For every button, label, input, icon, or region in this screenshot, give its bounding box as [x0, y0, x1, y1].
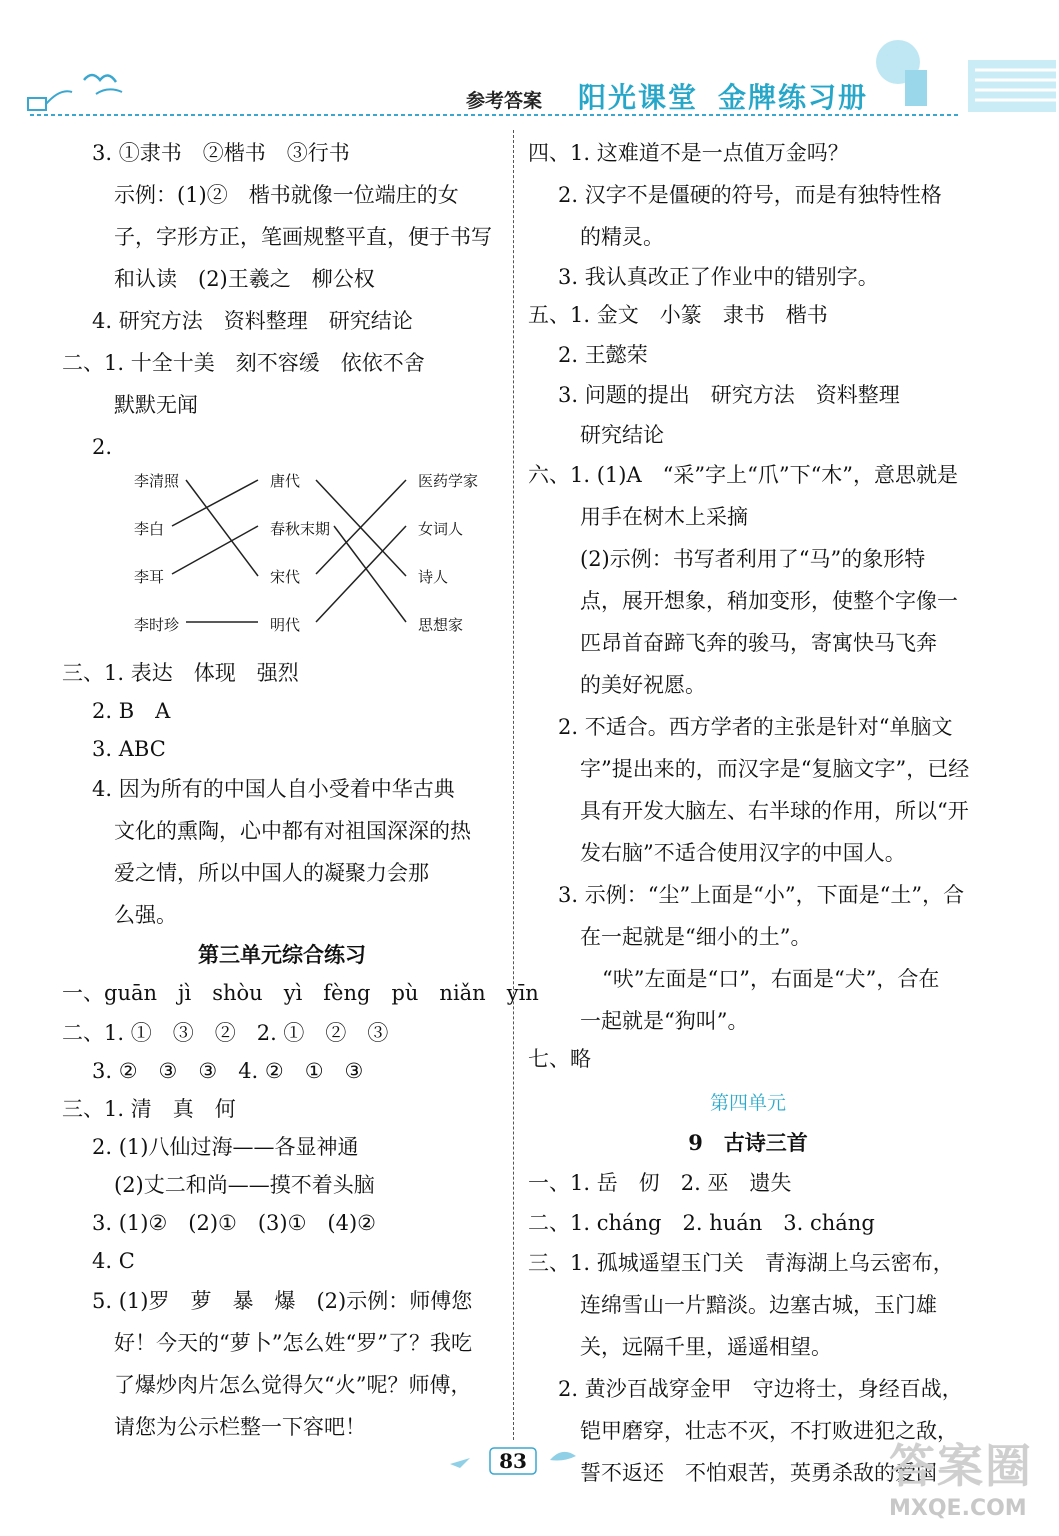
match-line: [172, 526, 258, 574]
match-line: [334, 526, 406, 622]
answer-line: 么强。: [114, 903, 177, 927]
answer-line: 5. (1)罗 萝 暴 爆 (2)示例：师傅您: [92, 1289, 473, 1313]
unit3-title: 第三单元综合练习: [198, 942, 366, 967]
answer-line: 一、guān jì shòu yì fèng pù niǎn yīn: [62, 981, 539, 1005]
person-label: 李时珍: [134, 616, 180, 634]
answer-line: 三、1. 表达 体现 强烈: [62, 661, 299, 685]
footer-bird-icon: [550, 1452, 576, 1461]
watermark-sub: MXQE.COM: [889, 1496, 1027, 1521]
header-label: 参考答案: [466, 90, 543, 112]
answer-line: 和认读 (2)王羲之 柳公权: [114, 267, 375, 291]
footer-leaf-icon: [450, 1458, 470, 1468]
answer-line: 3. 我认真改正了作业中的错别字。: [558, 265, 879, 289]
answer-line: 2. (1)八仙过海——各显神通: [92, 1135, 359, 1159]
role-label: 思想家: [418, 616, 464, 634]
answer-line: 2. 王懿荣: [558, 343, 648, 367]
header-tower-icon: [905, 70, 927, 106]
answer-line: 用手在树木上采摘: [580, 505, 748, 529]
answer-line: (2)示例：书写者利用了“马”的象形特: [580, 547, 926, 571]
answer-line: 三、1. 孤城遥望玉门关 青海湖上乌云密布，: [528, 1251, 954, 1275]
answer-line: 好！今天的“萝卜”怎么姓“罗”了？我吃: [114, 1331, 472, 1355]
answer-line: 子，字形方正，笔画规整平直，便于书写: [114, 225, 492, 249]
answer-line: 连绵雪山一片黯淡。边塞古城，玉门雄: [580, 1293, 937, 1317]
person-label: 李清照: [134, 472, 180, 490]
answer-line: “吠”左面是“口”，右面是“犬”，合在: [602, 967, 940, 991]
answer-line: 3. ①隶书 ②楷书 ③行书: [92, 141, 350, 165]
answer-line: (2)丈二和尚——摸不着头脑: [114, 1173, 375, 1197]
answer-line: 一、1. 岳 仞 2. 巫 遗失: [528, 1171, 792, 1195]
answer-line: 3. ② ③ ③ 4. ② ① ③: [92, 1059, 364, 1083]
answer-line: 3. ABC: [92, 737, 166, 761]
page-number: 83: [499, 1449, 527, 1473]
answer-line: 匹昂首奋蹄飞奔的骏马，寄寓快马飞奔: [580, 631, 937, 655]
role-label: 女词人: [418, 520, 464, 538]
answer-line: 关，远隔千里，遥遥相望。: [580, 1335, 832, 1359]
person-label: 李白: [134, 520, 165, 538]
answer-line: 文化的熏陶，心中都有对祖国深深的热: [114, 819, 471, 843]
header-brand-a: 阳光课堂: [578, 81, 699, 114]
role-label: 医药学家: [418, 472, 479, 490]
watermark-main: 答案圈: [889, 1439, 1033, 1493]
answer-line: 发右脑”不适合使用汉字的中国人。: [580, 841, 906, 865]
column-divider: [513, 130, 514, 1440]
answer-line: 默默无闻: [114, 393, 198, 417]
answer-line: 字”提出来的，而汉字是“复脑文字”，已经: [580, 757, 970, 781]
answer-line: 点，展开想象，稍加变形，使整个字像一: [580, 589, 958, 613]
person-label: 李耳: [134, 568, 165, 586]
era-label: 春秋末期: [270, 520, 331, 538]
answer-line: 3. 问题的提出 研究方法 资料整理: [558, 383, 900, 407]
lesson-title: 9 古诗三首: [688, 1130, 808, 1155]
answer-line: 2. 不适合。西方学者的主张是针对“单脑文: [558, 715, 953, 739]
era-label: 宋代: [270, 568, 301, 586]
answer-line: 具有开发大脑左、右半球的作用，所以“开: [580, 799, 969, 823]
answer-line: 3. 示例：“尘”上面是“小”，下面是“土”，合: [558, 883, 965, 907]
answer-line: 4. C: [92, 1249, 135, 1273]
answer-line: 六、1. (1)A “采”字上“爪”下“木”，意思就是: [528, 463, 959, 487]
answer-line: 2. 汉字不是僵硬的符号，而是有独特性格: [558, 183, 942, 207]
answer-line: 二、1. ① ③ ② 2. ① ② ③: [62, 1021, 389, 1045]
answer-line: 2.: [92, 435, 113, 459]
era-label: 唐代: [270, 472, 301, 490]
answer-line: 2. 黄沙百战穿金甲 守边将士，身经百战，: [558, 1377, 963, 1401]
answer-line: 了爆炒肉片怎么觉得欠“火”呢？师傅，: [114, 1373, 472, 1397]
header-box-icon: [28, 98, 46, 110]
header-stripe-block: [968, 60, 1056, 112]
matching-diagram: [62, 466, 482, 646]
unit4-title: 第四单元: [709, 1092, 786, 1114]
header-brand-b: 金牌练习册: [718, 81, 869, 114]
answer-line: 二、1. cháng 2. huán 3. cháng: [528, 1211, 875, 1235]
answer-line: 三、1. 清 真 何: [62, 1097, 236, 1121]
answer-line: 示例：(1)② 楷书就像一位端庄的女: [114, 183, 459, 207]
bird-icon: [46, 91, 72, 104]
page-header: [0, 0, 1059, 130]
role-label: 诗人: [418, 568, 449, 586]
answer-line: 的精灵。: [580, 225, 664, 249]
answer-line: 七、略: [528, 1047, 591, 1071]
answer-line: 爱之情，所以中国人的凝聚力会那: [114, 861, 429, 885]
answer-line: 2. B A: [92, 699, 171, 723]
answer-line: 在一起就是“细小的土”。: [580, 925, 812, 949]
watermark: [889, 1430, 1049, 1530]
answer-line: 铠甲磨穿，壮志不灭，不打败进犯之敌，: [580, 1419, 958, 1443]
answer-line: 3. (1)② (2)① (3)① (4)②: [92, 1211, 377, 1235]
answer-line: 誓不返还 不怕艰苦，英勇杀敌的爱国: [580, 1461, 937, 1485]
bird-icon-2: [84, 75, 116, 82]
bird-icon-3: [96, 89, 122, 94]
answer-line: 4. 研究方法 资料整理 研究结论: [92, 309, 413, 333]
answer-line: 四、1. 这难道不是一点值万金吗？: [528, 141, 849, 165]
match-line: [186, 480, 258, 576]
answer-line: 研究结论: [580, 423, 664, 447]
answer-line: 4. 因为所有的中国人自小受着中华古典: [92, 777, 455, 801]
answer-line: 请您为公示栏整一下容吧！: [114, 1415, 366, 1439]
match-line: [316, 526, 406, 622]
answer-line: 的美好祝愿。: [580, 673, 706, 697]
answer-line: 一起就是“狗叫”。: [580, 1009, 749, 1033]
era-label: 明代: [270, 616, 301, 634]
answer-line: 二、1. 十全十美 刻不容缓 依依不舍: [62, 351, 425, 375]
answer-line: 五、1. 金文 小篆 隶书 楷书: [528, 303, 828, 327]
